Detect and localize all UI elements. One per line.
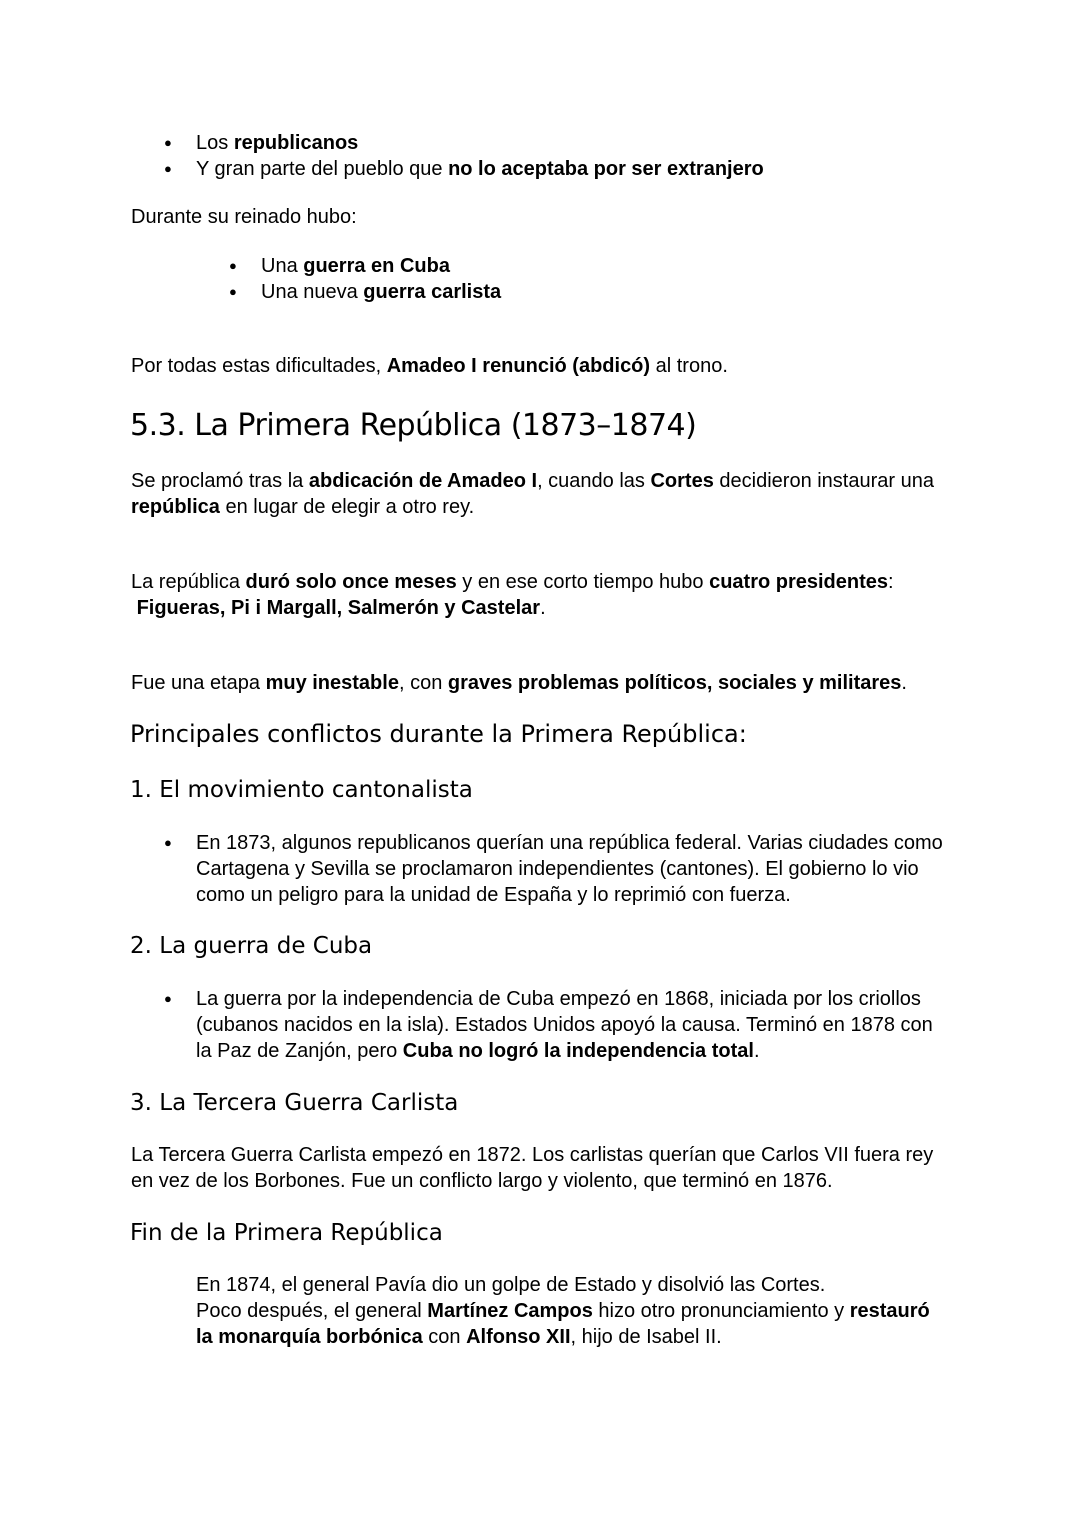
presidents-paragraph: La república duró solo once meses y en ese corto tiempo hubo cuatro presidentes: Figueras, Pi i Margall, Salmerón y Castelar. — [131, 571, 894, 619]
conflict1-list — [131, 830, 951, 908]
end-paragraph: En 1874, el general Pavía dio un golpe de Estado y disolvió las Cortes. Poco después, el general Martínez Campos hizo otro pronunciamiento y restauró la monarquía borbónica con Alfonso XII, hijo de Isabel II. — [196, 1274, 930, 1348]
conflict2-title: 2. La guerra de Cuba — [130, 933, 373, 959]
list-item: ● Y gran parte del pueblo que no lo aceptaba por ser extranjero — [131, 156, 951, 182]
reign-events-list — [131, 253, 951, 305]
list-item: ● La guerra por la independencia de Cuba empezó en 1868, iniciada por los criollos (cubanos nacidos en la isla). Estados Unidos apoyó la causa. Terminó en 1878 con la Paz de Zanjón, pero Cuba no logró la independencia total. — [131, 986, 951, 1064]
list-item: ● En 1873, algunos republicanos querían una república federal. Varias ciudades como Cartagena y Sevilla se proclamaron independientes (cantones). El gobierno lo vio como un peligro para la unidad de España y lo reprimió con fuerza. — [131, 830, 951, 908]
proclamation-paragraph: Se proclamó tras la abdicación de Amadeo I, cuando las Cortes decidieron instaurar una república en lugar de elegir a otro rey. — [131, 470, 934, 518]
instability-paragraph: Fue una etapa muy inestable, con graves problemas políticos, sociales y militares. — [131, 672, 907, 694]
list-item: ● Los republicanos — [131, 130, 951, 156]
list-item: ● Una nueva guerra carlista — [131, 279, 951, 305]
end-title: Fin de la Primera República — [130, 1220, 443, 1246]
opponents-list — [131, 130, 951, 182]
abdication-paragraph: Por todas estas dificultades, Amadeo I renunció (abdicó) al trono. — [131, 355, 728, 377]
reign-intro: Durante su reinado hubo: — [131, 206, 357, 228]
conflict2-list — [131, 986, 951, 1064]
conflict1-title: 1. El movimiento cantonalista — [130, 777, 473, 803]
list-item: ● Una guerra en Cuba — [131, 253, 951, 279]
conflicts-title: Principales conflictos durante la Primera República: — [130, 720, 747, 748]
section-title: 5.3. La Primera República (1873–1874) — [130, 408, 697, 443]
conflict3-title: 3. La Tercera Guerra Carlista — [130, 1090, 459, 1116]
conflict3-paragraph: La Tercera Guerra Carlista empezó en 1872. Los carlistas querían que Carlos VII fuera rey en vez de los Borbones. Fue un conflicto largo y violento, que terminó en 1876. — [131, 1144, 934, 1192]
